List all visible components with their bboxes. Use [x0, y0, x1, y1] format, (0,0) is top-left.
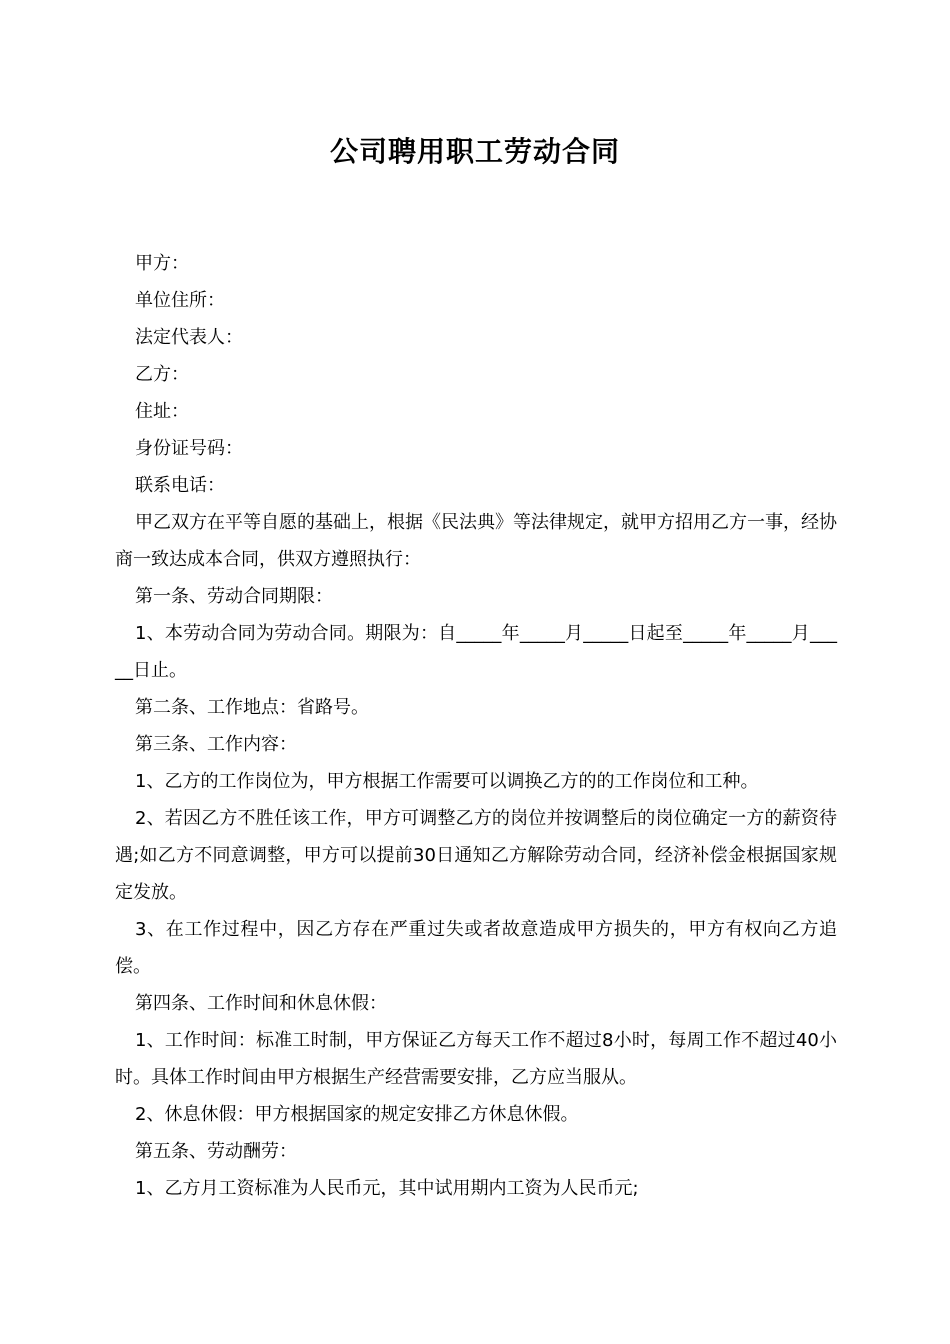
article-4-clause-2: 2、休息休假：甲方根据国家的规定安排乙方休息休假。	[135, 1104, 579, 1125]
document-title: 公司聘用职工劳动合同	[329, 135, 620, 168]
article-4-clause-1: 1、工作时间：标准工时制，甲方保证乙方每天工作不超过8小时，每周工作不超过40小时。具体工作时间由甲方根据生产经营需要安排，乙方应当服从。	[115, 1030, 837, 1088]
article-5-heading: 第五条、劳动酬劳：	[135, 1141, 297, 1162]
preamble-paragraph: 甲乙双方在平等自愿的基础上，根据《民法典》等法律规定，就甲方招用乙方一事，经协商一致达成本合同，供双方遵照执行：	[115, 512, 837, 570]
article-1-clause-1: 1、本劳动合同为劳动合同。期限为：自_____年_____月_____日起至_____年_____月_____日止。	[115, 623, 837, 681]
field-company-address: 单位住所：	[135, 290, 225, 311]
article-3-clause-3: 3、在工作过程中，因乙方存在严重过失或者故意造成甲方损失的，甲方有权向乙方追偿。	[115, 919, 837, 977]
document-body	[115, 245, 837, 1207]
article-3-clause-2: 2、若因乙方不胜任该工作，甲方可调整乙方的岗位并按调整后的岗位确定一方的薪资待遇;如乙方不同意调整，甲方可以提前30日通知乙方解除劳动合同，经济补偿金根据国家规定发放。	[115, 808, 837, 903]
field-id-number: 身份证号码：	[135, 438, 243, 459]
article-1-heading: 第一条、劳动合同期限：	[135, 586, 333, 607]
field-legal-representative: 法定代表人：	[135, 327, 243, 348]
article-4-heading: 第四条、工作时间和休息休假：	[135, 993, 387, 1014]
article-3-heading: 第三条、工作内容：	[135, 734, 297, 755]
field-address: 住址：	[135, 401, 189, 422]
field-party-a: 甲方：	[135, 253, 189, 274]
article-5-clause-1: 1、乙方月工资标准为人民币元，其中试用期内工资为人民币元;	[135, 1178, 639, 1199]
article-3-clause-1: 1、乙方的工作岗位为，甲方根据工作需要可以调换乙方的的工作岗位和工种。	[135, 771, 759, 792]
article-2-heading: 第二条、工作地点：省路号。	[135, 697, 369, 718]
field-phone: 联系电话：	[135, 475, 225, 496]
field-party-b: 乙方：	[135, 364, 189, 385]
